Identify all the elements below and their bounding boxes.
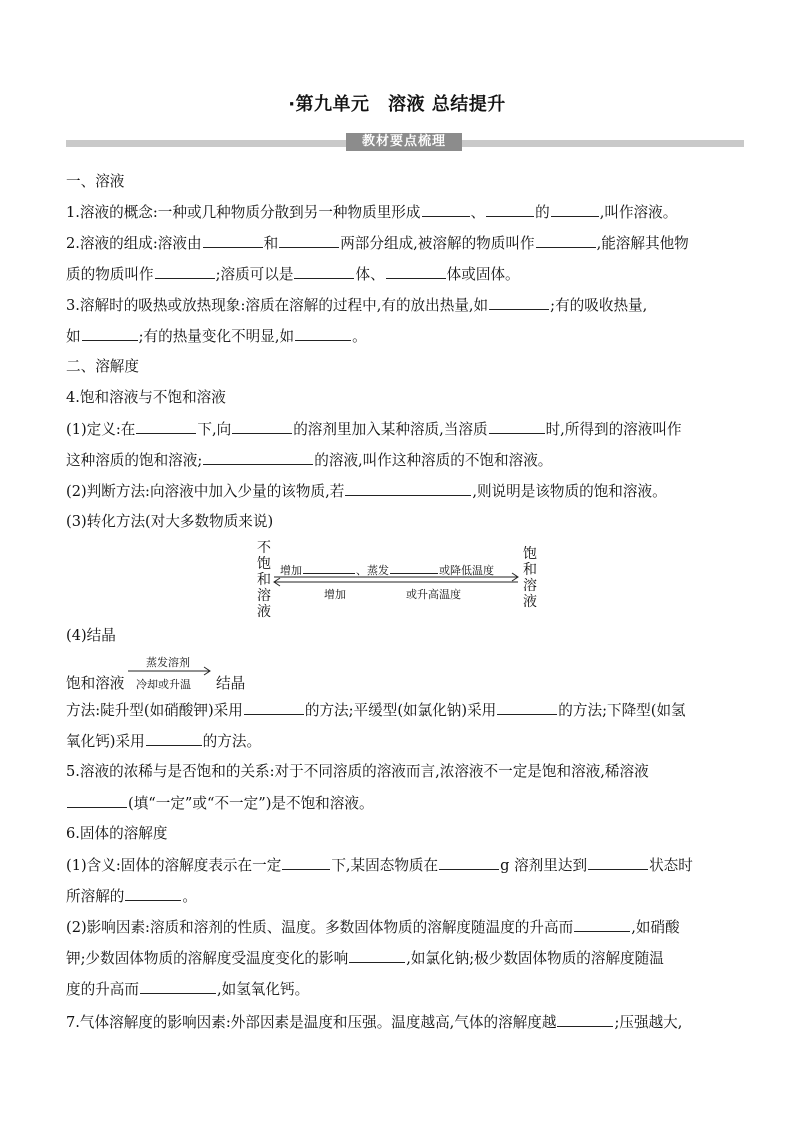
- section-heading: 一、溶液: [66, 173, 125, 190]
- text: 的溶剂里加入某种溶质,当溶质: [293, 421, 488, 438]
- text: (填“一定”或“不一定”)是不饱和溶液。: [128, 795, 374, 812]
- answer-blank[interactable]: [551, 202, 599, 217]
- text: ;有的吸收热量,: [550, 297, 648, 314]
- answer-blank[interactable]: [146, 731, 202, 746]
- answer-blank[interactable]: [279, 233, 339, 248]
- text: g 溶剂里达到: [500, 857, 588, 874]
- text-line: [66, 450, 746, 471]
- text-line: [66, 295, 746, 316]
- right-arrow-icon: [128, 666, 214, 676]
- text-line: [66, 1012, 746, 1033]
- unsaturated-label: [256, 540, 272, 620]
- text-line: [66, 202, 746, 223]
- answer-blank[interactable]: [295, 326, 351, 341]
- text: 、: [470, 204, 486, 221]
- text: ;溶质可以是: [215, 266, 294, 283]
- answer-blank[interactable]: [294, 264, 354, 279]
- text: 钾;少数固体物质的溶解度受温度变化的影响: [66, 950, 349, 967]
- text: 的方法;平缓型(如氯化钠)采用: [304, 702, 497, 719]
- text: 或降低温度: [439, 564, 494, 577]
- text-line: [66, 700, 746, 721]
- answer-blank[interactable]: [349, 948, 405, 963]
- text-line: [66, 979, 746, 1000]
- answer-blank[interactable]: [588, 855, 648, 870]
- text-line: [66, 481, 746, 502]
- label-char: 饱: [523, 546, 537, 562]
- text-line: [66, 855, 746, 876]
- text: (1)含义:固体的溶解度表示在一定: [66, 857, 282, 874]
- text: 。: [352, 328, 367, 345]
- text: 、蒸发: [356, 564, 389, 577]
- label-char: 液: [257, 604, 271, 620]
- text-line: 5.溶液的浓稀与是否饱和的关系:对于不同溶质的溶液而言,浓溶液不一定是饱和溶液,稀溶液: [66, 763, 649, 780]
- text: 状态时: [649, 857, 693, 874]
- text-line: 4.饱和溶液与不饱和溶液: [66, 389, 226, 406]
- text: 如: [66, 328, 81, 345]
- answer-blank[interactable]: [497, 700, 557, 715]
- text-line: [66, 326, 746, 347]
- text: 下,向: [197, 421, 232, 438]
- text: 1.溶液的概念:一种或几种物质分散到另一种物质里形成: [66, 204, 421, 221]
- answer-blank[interactable]: [345, 481, 471, 496]
- answer-blank[interactable]: [155, 264, 215, 279]
- text: 时,所得到的溶液叫作: [545, 421, 682, 438]
- text: 2.溶液的组成:溶液由: [66, 235, 202, 252]
- text-line: [66, 419, 746, 440]
- text-line: [66, 264, 746, 285]
- text: (2)判断方法:向溶液中加入少量的该物质,若: [66, 483, 345, 500]
- text: 方法:陡升型(如硝酸钾)采用: [66, 702, 243, 719]
- section-badge: 教材要点梳理: [346, 133, 462, 151]
- answer-blank[interactable]: [489, 295, 549, 310]
- label-char: 溶: [523, 578, 537, 594]
- text: 。: [182, 888, 197, 905]
- text: 增加: [280, 564, 302, 577]
- answer-blank[interactable]: [422, 202, 470, 217]
- answer-blank[interactable]: [386, 264, 446, 279]
- answer-blank[interactable]: [203, 233, 263, 248]
- text: 的方法。: [202, 733, 262, 750]
- text: 的方法;下降型(如氢: [558, 702, 686, 719]
- answer-blank[interactable]: [203, 450, 313, 465]
- text: ;有的热量变化不明显,如: [138, 328, 295, 345]
- saturated-label: [522, 546, 538, 610]
- text-line: [66, 948, 746, 969]
- answer-blank[interactable]: [536, 233, 596, 248]
- arrow-top-label: 蒸发溶剂: [146, 656, 190, 669]
- answer-blank[interactable]: [489, 419, 545, 434]
- answer-blank[interactable]: [574, 917, 630, 932]
- text-line: 6.固体的溶解度: [66, 825, 168, 842]
- text-line: (4)结晶: [66, 627, 116, 644]
- text-line: (3)转化方法(对大多数物质来说): [66, 513, 274, 530]
- text: 体、: [355, 266, 385, 283]
- answer-blank[interactable]: [82, 326, 138, 341]
- arrow-bottom-label: 冷却或升温: [136, 678, 191, 691]
- answer-blank[interactable]: [557, 1012, 613, 1027]
- saturated-solution-text: 饱和溶液: [66, 675, 125, 692]
- label-char: 液: [523, 594, 537, 610]
- text: 体或固体。: [446, 266, 520, 283]
- text-line: [66, 233, 746, 254]
- label-char: 溶: [257, 588, 271, 604]
- text: 增加: [324, 588, 346, 601]
- text: ,则说明是该物质的饱和溶液。: [472, 483, 667, 500]
- conversion-diagram: [250, 540, 550, 630]
- label-char: 和: [523, 562, 537, 578]
- text: 的: [535, 204, 550, 221]
- label-char: 饱: [257, 556, 271, 572]
- answer-blank[interactable]: [125, 886, 181, 901]
- answer-blank[interactable]: [282, 855, 330, 870]
- answer-blank[interactable]: [67, 793, 127, 808]
- label-char: 和: [257, 572, 271, 588]
- text-line: [66, 793, 746, 814]
- text: 度的升高而: [66, 981, 139, 998]
- answer-blank[interactable]: [244, 700, 304, 715]
- text: 下,某固态物质在: [331, 857, 439, 874]
- text: 的溶液,叫作这种溶质的不饱和溶液。: [314, 452, 553, 469]
- text-line: [66, 886, 746, 907]
- answer-blank[interactable]: [140, 979, 216, 994]
- text: ,叫作溶液。: [599, 204, 678, 221]
- text: 7.气体溶解度的影响因素:外部因素是温度和压强。温度越高,气体的溶解度越: [66, 1014, 557, 1031]
- text: 3.溶解时的吸热或放热现象:溶质在溶解的过程中,有的放出热量,如: [66, 297, 489, 314]
- page-title: ·第九单元 溶液 总结提升: [288, 94, 506, 115]
- text: 质的物质叫作: [66, 266, 154, 283]
- text-line: [66, 731, 746, 752]
- text: (2)影响因素:溶质和溶剂的性质、温度。多数固体物质的溶解度随温度的升高而: [66, 919, 574, 936]
- text: 两部分组成,被溶解的物质叫作: [340, 235, 535, 252]
- text: (1)定义:在: [66, 421, 136, 438]
- text-line: [66, 917, 746, 938]
- label-char: 不: [257, 540, 271, 556]
- text: ,如氢氧化钙。: [216, 981, 310, 998]
- text: 所溶解的: [66, 888, 125, 905]
- text: 这种溶质的饱和溶液;: [66, 452, 203, 469]
- answer-blank[interactable]: [136, 419, 196, 434]
- text: ,如硝酸: [631, 919, 680, 936]
- text: 或升高温度: [406, 588, 461, 601]
- reverse-arrow-label: [324, 586, 524, 602]
- text: ,如氯化钠;极少数固体物质的溶解度随温: [406, 950, 664, 967]
- text: 氧化钙)采用: [66, 733, 145, 750]
- answer-blank[interactable]: [232, 419, 292, 434]
- text: ;压强越大,: [614, 1014, 683, 1031]
- answer-blank[interactable]: [486, 202, 534, 217]
- section-heading: 二、溶解度: [66, 358, 139, 375]
- text: ,能溶解其他物: [596, 235, 689, 252]
- answer-blank[interactable]: [439, 855, 499, 870]
- text: 和: [263, 235, 279, 252]
- crystal-text: 结晶: [216, 675, 246, 692]
- crystallization-diagram: [66, 650, 326, 696]
